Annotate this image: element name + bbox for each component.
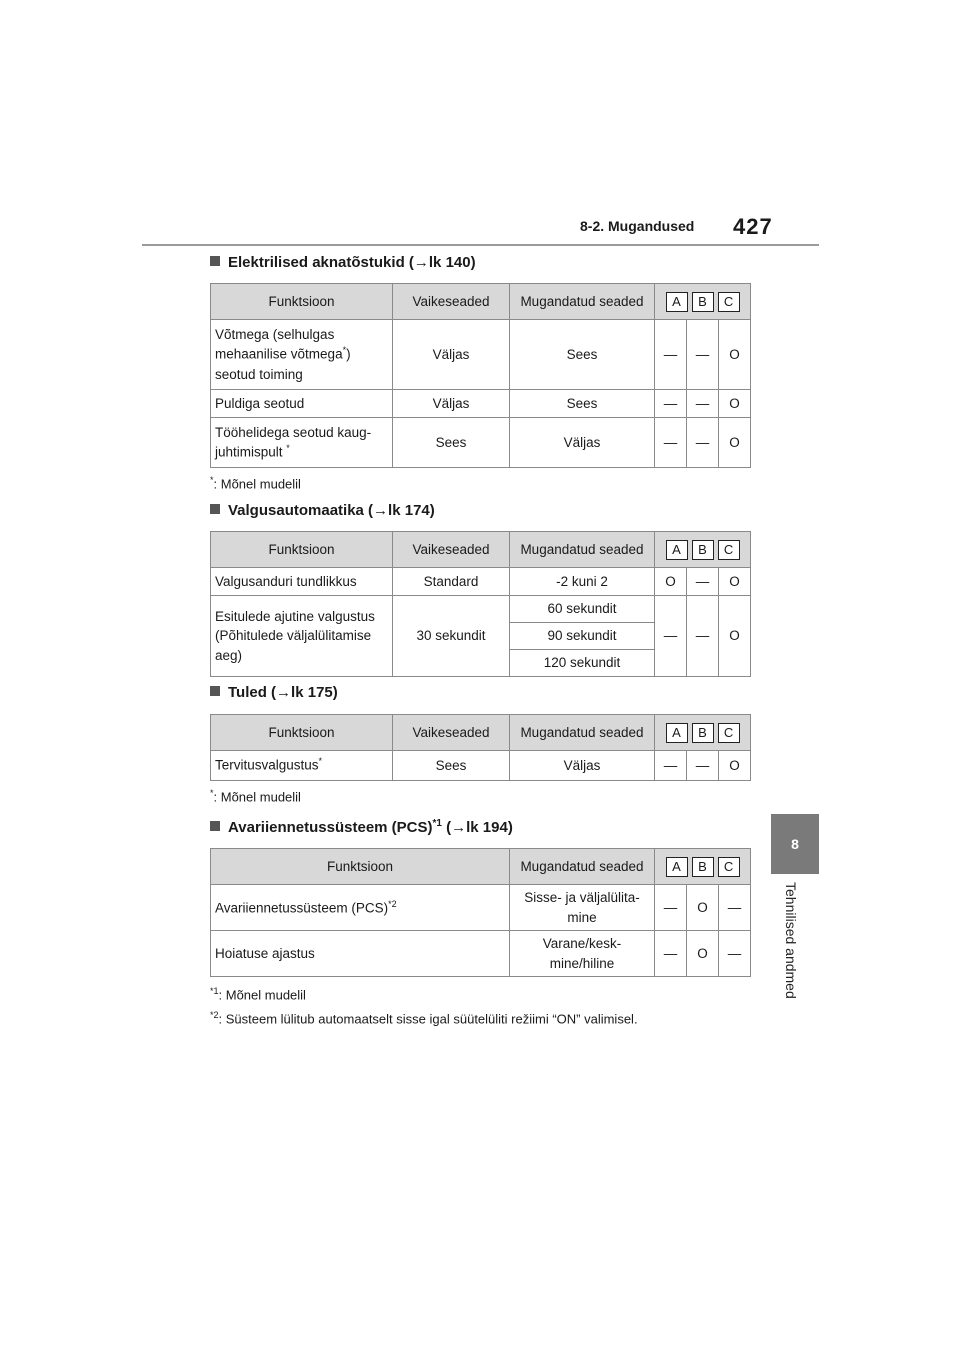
table-row: Avariiennetussüsteem (PCS)$^{*2}$ Sisse- ja väljalülita- mine — O — bbox=[211, 885, 751, 931]
table-row: Tervitusvalgustus* Sees Väljas — — O bbox=[211, 751, 751, 781]
col-custom: Mugandatud seaded bbox=[510, 284, 655, 320]
row-function: Võtmega (selhulgas mehaanilise võtmega*) seotud toiming bbox=[211, 320, 393, 390]
header-divider bbox=[142, 244, 819, 246]
section-title: 8-2. Mugandused bbox=[580, 218, 695, 234]
table-pcs bbox=[210, 848, 751, 977]
table-row: Esitulede ajutine valgustus (Põhitulede väljalülitamise aeg) 30 sekundit 60 sekundit — — O bbox=[211, 596, 751, 623]
section-heading-auto-lights: Valgusautomaatika (→lk 174) bbox=[210, 502, 435, 519]
table-header-row: Funktsioon Vaikeseaded Mugandatud seaded A B C bbox=[211, 715, 751, 751]
footnote: *: Mõnel mudelil bbox=[210, 475, 301, 492]
table-row: Tööhelidega seotud kaug- juhtimispult * Sees Väljas — — O bbox=[211, 418, 751, 468]
row-function: Tööhelidega seotud kaug- juhtimispult * bbox=[211, 418, 393, 468]
table-row: Valgusanduri tundlikkus Standard -2 kuni 2 O — O bbox=[211, 568, 751, 596]
section-heading-lights: Tuled (→lk 175) bbox=[210, 684, 338, 701]
section-heading-power-windows: Elektrilised aknatõstukid (→lk 140) bbox=[210, 254, 476, 271]
footnote: $^{*2}$: Süsteem lülitub automaatselt sisse igal süütelüliti režiimi “ON” valimisel. bbox=[210, 1010, 638, 1027]
table-row: Hoiatuse ajastus Varane/kesk- mine/hiline — O — bbox=[211, 931, 751, 977]
bullet-square-icon bbox=[210, 504, 220, 514]
table-header-row: Funktsioon Vaikeseaded Mugandatud seaded A B C bbox=[211, 532, 751, 568]
section-heading-pcs: Avariiennetussüsteem (PCS)$^{*1}$ (→lk 194) bbox=[210, 818, 513, 836]
table-row: 90 sekundit bbox=[211, 623, 751, 650]
col-function: Funktsioon bbox=[211, 284, 393, 320]
bullet-square-icon bbox=[210, 256, 220, 266]
table-power-windows bbox=[210, 283, 751, 468]
footnote: *: Mõnel mudelil bbox=[210, 788, 301, 805]
table-row: 120 sekundit bbox=[211, 650, 751, 677]
table-row: Puldiga seotud Väljas Sees — — O bbox=[211, 390, 751, 418]
col-default: Vaikeseaded bbox=[393, 284, 510, 320]
table-lights bbox=[210, 714, 751, 781]
col-abc: A B C bbox=[655, 284, 751, 320]
table-row: Võtmega (selhulgas mehaanilise võtmega*) seotud toiming Väljas Sees — — O bbox=[211, 320, 751, 390]
page-number: 427 bbox=[733, 214, 773, 239]
footnote: $^{*1}$: Mõnel mudelil bbox=[210, 986, 306, 1003]
bullet-square-icon bbox=[210, 686, 220, 696]
table-header-row: Funktsioon Mugandatud seaded A B C bbox=[211, 849, 751, 885]
chapter-label: Tehnilised andmed bbox=[783, 882, 799, 999]
table-header-row bbox=[211, 284, 751, 320]
table-auto-lights bbox=[210, 531, 751, 677]
bullet-square-icon bbox=[210, 821, 220, 831]
chapter-tab: 8 bbox=[771, 814, 819, 874]
